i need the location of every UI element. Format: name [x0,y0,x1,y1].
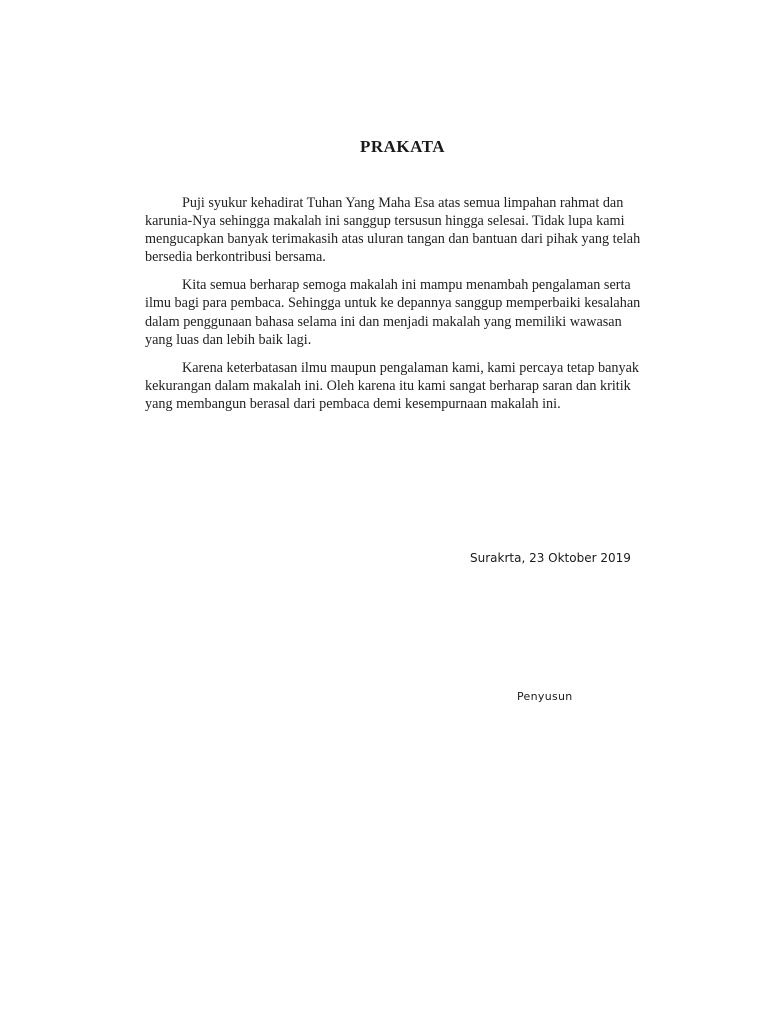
paragraph-3: Karena keterbatasan ilmu maupun pengalaman kami, kami percaya tetap banyak kekurangan dalam makalah ini. Oleh karena itu kami sangat berharap saran dan kritik yang membangun berasal dari pembaca demi kesempurnaan makalah ini. [145,359,639,412]
body-text [145,194,645,423]
author-signature-label: Penyusun [517,690,573,703]
page-title: PRAKATA [359,137,446,156]
paragraph-2: Kita semua berharap semoga makalah ini mampu menambah pengalaman serta ilmu bagi para pembaca. Sehingga untuk ke depannya sanggup memperbaiki kesalahan dalam penggunaan bahasa selama ini dan menjadi makalah yang memiliki wawasan yang luas dan lebih baik lagi. [145,277,641,348]
paragraph-1: Puji syukur kehadirat Tuhan Yang Maha Esa atas semua limpahan rahmat dan karunia-Nya sehingga makalah ini sanggup tersusun hingga selesai. Tidak lupa kami mengucapkan banyak terimakasih atas uluran tangan dan bantuan dari pihak yang telah bersedia berkontribusi bersama. [145,195,641,266]
place-date: Surakrta, 23 Oktober 2019 [470,551,631,565]
